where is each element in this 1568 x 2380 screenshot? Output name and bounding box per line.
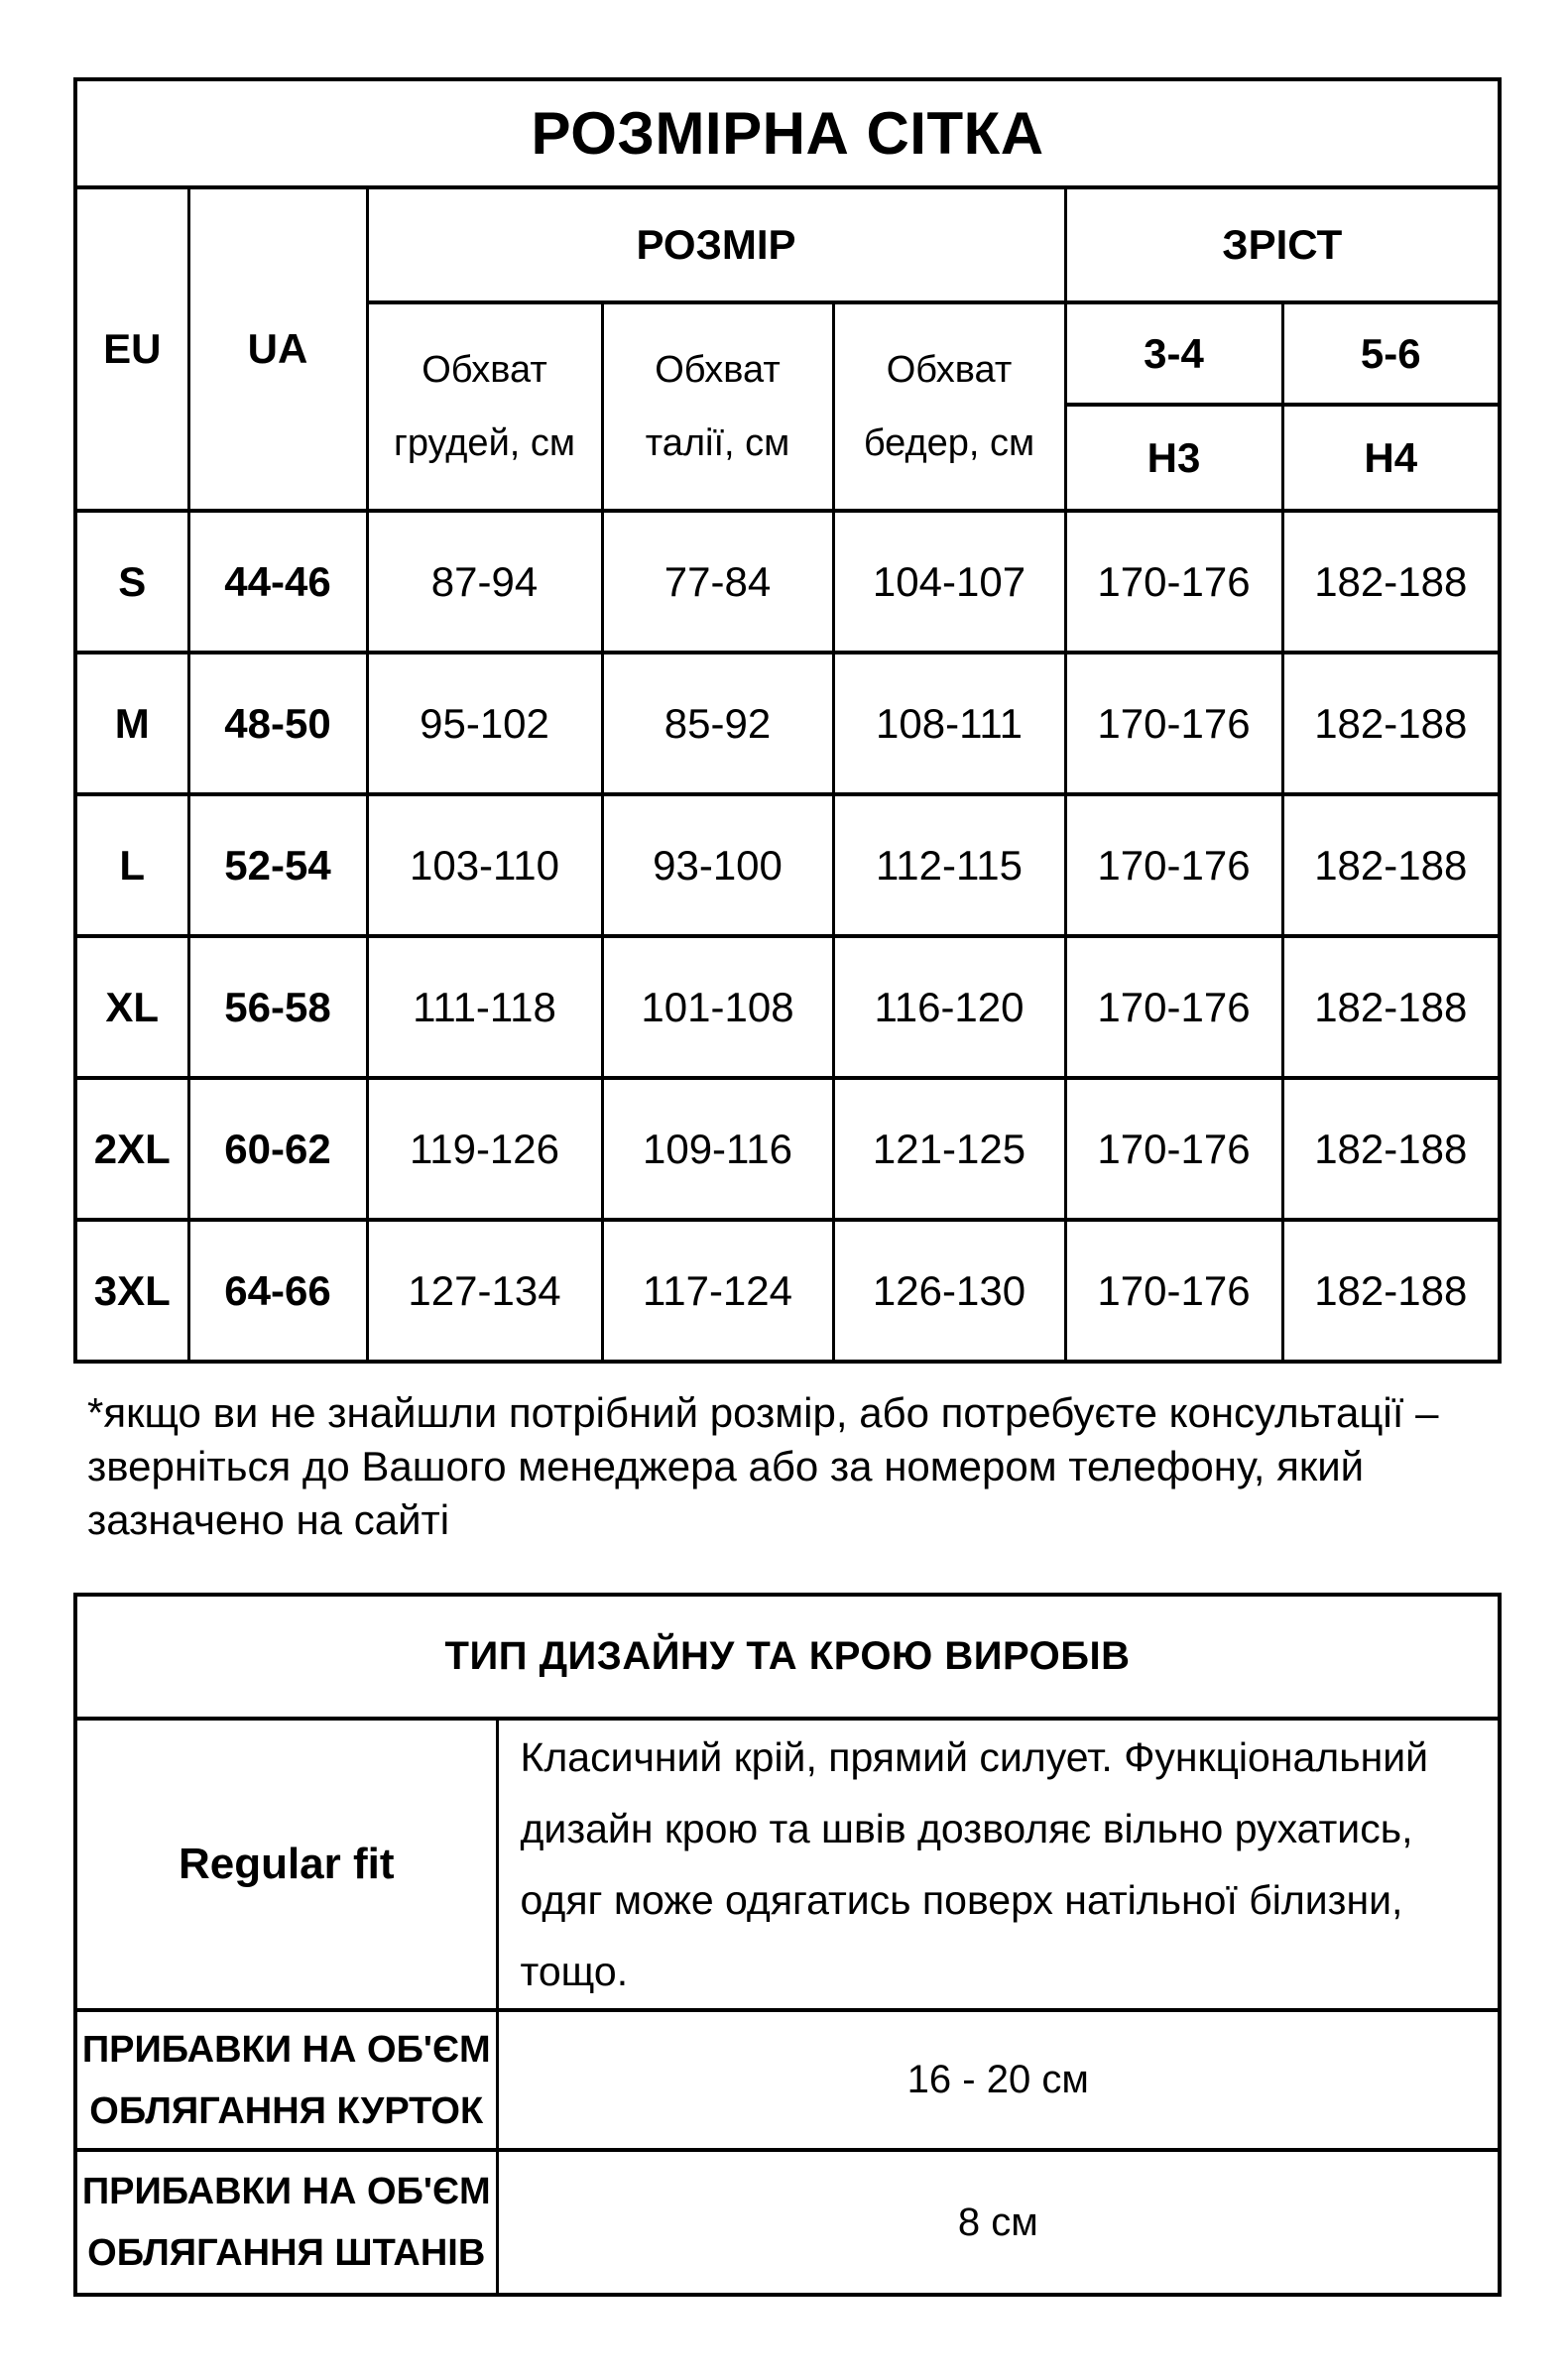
design-table bbox=[73, 1593, 1502, 2297]
cell-waist: 117-124 bbox=[602, 1220, 833, 1362]
cell-hips: 112-115 bbox=[833, 794, 1065, 936]
column-header-height-group-2: 5-6 bbox=[1282, 302, 1500, 405]
cell-ua: 52-54 bbox=[188, 794, 367, 936]
column-header-height-code-h4: Н4 bbox=[1282, 405, 1500, 511]
cell-height-h4: 182-188 bbox=[1282, 794, 1500, 936]
size-row-2xl bbox=[75, 1078, 1500, 1220]
cell-eu: 3XL bbox=[75, 1220, 188, 1362]
jackets-ease-value: 16 - 20 см bbox=[497, 2010, 1500, 2150]
cell-eu: 2XL bbox=[75, 1078, 188, 1220]
design-table-title: ТИП ДИЗАЙНУ ТА КРОЮ ВИРОБІВ bbox=[75, 1595, 1500, 1719]
column-header-hips: Обхват бедер, см bbox=[833, 302, 1065, 511]
cell-height-h4: 182-188 bbox=[1282, 1220, 1500, 1362]
cell-hips: 104-107 bbox=[833, 511, 1065, 653]
column-header-chest: Обхват грудей, см bbox=[367, 302, 602, 511]
cell-ua: 44-46 bbox=[188, 511, 367, 653]
cell-waist: 77-84 bbox=[602, 511, 833, 653]
size-table-title: РОЗМІРНА СІТКА bbox=[75, 79, 1500, 187]
group-header-height: ЗРІСТ bbox=[1065, 187, 1500, 302]
cell-chest: 103-110 bbox=[367, 794, 602, 936]
fit-name: Regular fit bbox=[75, 1719, 497, 2010]
fit-description-line-4: тощо. bbox=[520, 1949, 629, 1994]
pants-ease-row bbox=[75, 2150, 1500, 2295]
cell-waist: 85-92 bbox=[602, 653, 833, 794]
cell-ua: 56-58 bbox=[188, 936, 367, 1078]
cell-hips: 121-125 bbox=[833, 1078, 1065, 1220]
fit-row bbox=[75, 1719, 1500, 2010]
cell-hips: 116-120 bbox=[833, 936, 1065, 1078]
cell-height-h4: 182-188 bbox=[1282, 936, 1500, 1078]
cell-eu: S bbox=[75, 511, 188, 653]
cell-eu: L bbox=[75, 794, 188, 936]
footnote-line-2: зверніться до Вашого менеджера або за номером телефону, який bbox=[87, 1443, 1365, 1489]
design-table-title-row bbox=[75, 1595, 1500, 1719]
pants-ease-label bbox=[75, 2150, 497, 2295]
fit-description bbox=[497, 1719, 1500, 2010]
pants-ease-label-line-2: ОБЛЯГАННЯ ШТАНІВ bbox=[87, 2232, 486, 2274]
cell-ua: 60-62 bbox=[188, 1078, 367, 1220]
size-row-3xl bbox=[75, 1220, 1500, 1362]
footnote-line-1: *якщо ви не знайшли потрібний розмір, або потребуєте консультації – bbox=[87, 1389, 1439, 1436]
cell-height-h3: 170-176 bbox=[1065, 1220, 1282, 1362]
column-header-height-group-1: 3-4 bbox=[1065, 302, 1282, 405]
cell-waist: 101-108 bbox=[602, 936, 833, 1078]
footnote bbox=[87, 1386, 1515, 1547]
cell-chest: 127-134 bbox=[367, 1220, 602, 1362]
column-header-eu: EU bbox=[75, 187, 188, 511]
jackets-ease-row bbox=[75, 2010, 1500, 2150]
size-row-xl bbox=[75, 936, 1500, 1078]
fit-description-line-3: одяг може одягатись поверх натільної білизни, bbox=[520, 1877, 1403, 1923]
cell-chest: 111-118 bbox=[367, 936, 602, 1078]
footnote-line-3: зазначено на сайті bbox=[87, 1496, 450, 1543]
cell-height-h4: 182-188 bbox=[1282, 511, 1500, 653]
cell-height-h3: 170-176 bbox=[1065, 653, 1282, 794]
group-header-size: РОЗМІР bbox=[367, 187, 1065, 302]
cell-waist: 93-100 bbox=[602, 794, 833, 936]
fit-description-line-1: Класичний крій, прямий силует. Функціональний bbox=[520, 1734, 1429, 1780]
jackets-ease-label bbox=[75, 2010, 497, 2150]
cell-height-h3: 170-176 bbox=[1065, 511, 1282, 653]
jackets-ease-label-line-1: ПРИБАВКИ НА ОБ'ЄМ bbox=[81, 2028, 491, 2071]
cell-chest: 87-94 bbox=[367, 511, 602, 653]
cell-height-h4: 182-188 bbox=[1282, 1078, 1500, 1220]
size-table-group-header-row bbox=[75, 187, 1500, 302]
pants-ease-label-line-1: ПРИБАВКИ НА ОБ'ЄМ bbox=[81, 2171, 491, 2212]
size-table-title-row bbox=[75, 79, 1500, 187]
size-row-s bbox=[75, 511, 1500, 653]
pants-ease-value: 8 см bbox=[497, 2150, 1500, 2295]
cell-height-h3: 170-176 bbox=[1065, 1078, 1282, 1220]
fit-description-line-2: дизайн крою та швів дозволяє вільно рухатись, bbox=[520, 1806, 1413, 1851]
cell-height-h4: 182-188 bbox=[1282, 653, 1500, 794]
cell-height-h3: 170-176 bbox=[1065, 794, 1282, 936]
cell-eu: M bbox=[75, 653, 188, 794]
size-table bbox=[73, 77, 1502, 1364]
cell-eu: XL bbox=[75, 936, 188, 1078]
cell-chest: 95-102 bbox=[367, 653, 602, 794]
cell-chest: 119-126 bbox=[367, 1078, 602, 1220]
cell-ua: 64-66 bbox=[188, 1220, 367, 1362]
size-row-l bbox=[75, 794, 1500, 936]
cell-height-h3: 170-176 bbox=[1065, 936, 1282, 1078]
cell-hips: 108-111 bbox=[833, 653, 1065, 794]
column-header-height-code-h3: Н3 bbox=[1065, 405, 1282, 511]
column-header-waist: Обхват талії, см bbox=[602, 302, 833, 511]
jackets-ease-label-line-2: ОБЛЯГАННЯ КУРТОК bbox=[89, 2089, 484, 2132]
cell-waist: 109-116 bbox=[602, 1078, 833, 1220]
column-header-ua: UA bbox=[188, 187, 367, 511]
cell-ua: 48-50 bbox=[188, 653, 367, 794]
size-row-m bbox=[75, 653, 1500, 794]
cell-hips: 126-130 bbox=[833, 1220, 1065, 1362]
